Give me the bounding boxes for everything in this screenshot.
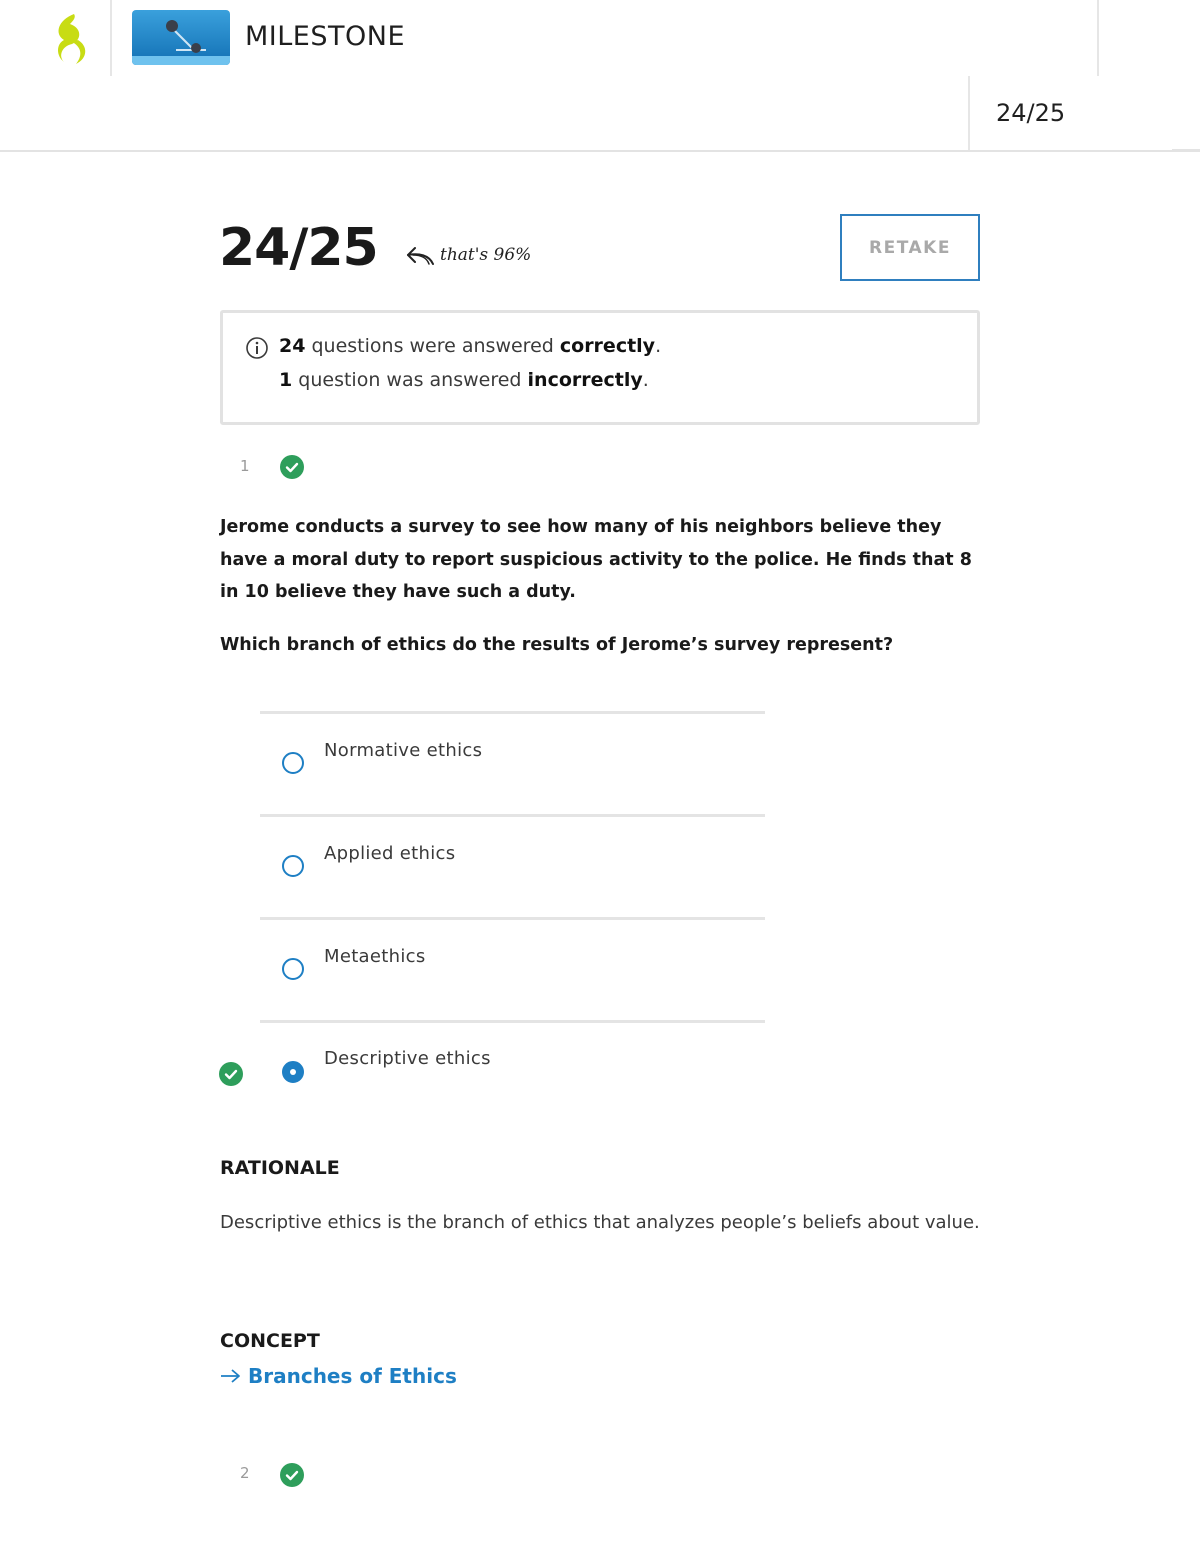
option-divider	[260, 711, 765, 714]
summary-text: question was answered	[292, 369, 528, 391]
info-circle-icon	[245, 336, 269, 360]
option-radio[interactable]	[282, 752, 304, 774]
check-circle-icon	[280, 1463, 304, 1487]
score-percent-note: that's 96%	[440, 245, 532, 265]
header-divider	[1097, 0, 1099, 76]
retake-button[interactable]: RETAKE	[840, 214, 980, 281]
summary-period: .	[642, 369, 649, 391]
summary-period: .	[655, 335, 662, 357]
rationale-text: Descriptive ethics is the branch of ethics that analyzes people’s beliefs about value.	[220, 1212, 980, 1233]
option-radio[interactable]	[282, 855, 304, 877]
option-label[interactable]: Normative ethics	[324, 740, 483, 761]
option-label[interactable]: Metaethics	[324, 946, 426, 967]
option-radio[interactable]	[282, 958, 304, 980]
question-number: 1	[240, 457, 250, 475]
header-score: 24/25	[996, 99, 1066, 127]
option-radio-selected[interactable]	[282, 1061, 304, 1083]
page-title: MILESTONE	[245, 21, 406, 52]
question-text: Jerome conducts a survey to see how many of his neighbors believe they have a moral duty to report suspicious activity to the police. He finds that 8 in 10 believe they have such a duty.	[220, 517, 972, 602]
summary-incorrect-line	[279, 369, 649, 391]
top-header	[0, 0, 1200, 152]
incorrect-count: 1	[279, 369, 293, 391]
summary-correct-line	[279, 335, 661, 357]
summary-text: questions were answered	[305, 335, 560, 357]
incorrect-word: incorrectly	[527, 369, 643, 391]
option-label[interactable]: Applied ethics	[324, 843, 456, 864]
check-circle-icon	[219, 1062, 243, 1086]
concept-link[interactable]	[220, 1364, 457, 1388]
rationale-heading: RATIONALE	[220, 1157, 340, 1179]
header-rule	[1172, 149, 1200, 151]
option-divider	[260, 917, 765, 920]
curved-arrow-icon	[405, 244, 435, 268]
question-number: 2	[240, 1464, 250, 1482]
score-display: 24/25	[219, 218, 378, 278]
results-summary	[220, 310, 980, 425]
arrow-right-icon	[220, 1368, 242, 1384]
option-divider	[260, 814, 765, 817]
correct-count: 24	[279, 335, 306, 357]
correct-word: correctly	[559, 335, 656, 357]
concept-heading: CONCEPT	[220, 1330, 320, 1352]
header-divider	[110, 0, 112, 76]
option-divider	[260, 1020, 765, 1023]
option-label[interactable]: Descriptive ethics	[324, 1048, 491, 1069]
concept-link-label[interactable]: Branches of Ethics	[248, 1364, 457, 1388]
check-circle-icon	[280, 455, 304, 479]
course-thumbnail	[132, 10, 230, 65]
question-prompt: Which branch of ethics do the results of Jerome’s survey represent?	[220, 635, 894, 655]
sophia-logo-icon[interactable]	[48, 12, 90, 66]
header-divider	[968, 76, 970, 150]
